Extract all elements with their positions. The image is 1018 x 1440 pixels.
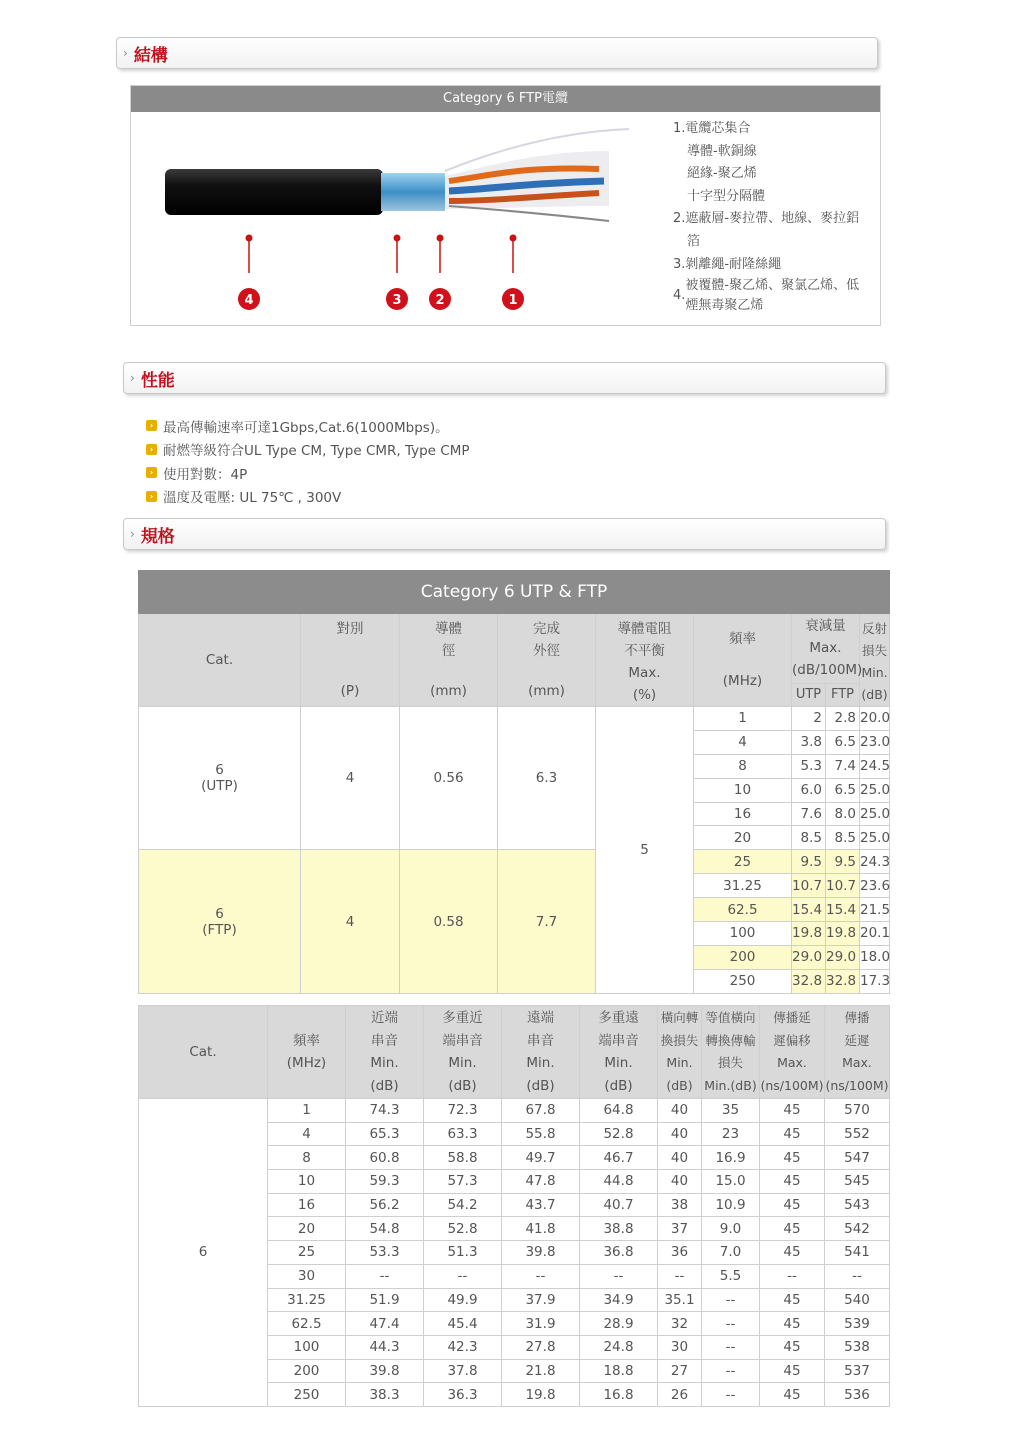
table-cell: 5.3 [792,754,826,778]
table-cell: 45 [760,1146,825,1170]
table-cell: 24.3 [860,850,890,874]
list-item: › 最高傳輸速率可達1Gbps,Cat.6(1000Mbps)。 [146,414,470,438]
table-cell: 54.2 [424,1193,502,1217]
structure-item: 絕緣-聚乙烯 [687,166,757,182]
table-cell: 39.8 [346,1359,424,1383]
table-cell: -- [760,1264,825,1288]
table-cell: 31.9 [502,1312,580,1336]
table-cell: 34.9 [580,1288,658,1312]
structure-item-number: 4. [673,287,686,303]
bullet-arrow-icon: › [146,444,157,455]
table-cell: 49.7 [502,1146,580,1170]
table-cell: 10.9 [702,1193,760,1217]
table-cell: 24.8 [580,1335,658,1359]
table-cell: 37 [658,1217,702,1241]
table-cell: 538 [825,1335,890,1359]
table-cell: 65.3 [346,1122,424,1146]
table-cell: 200 [694,945,792,969]
table-cell: 100 [694,922,792,946]
structure-item: 2.遮蔽層-麥拉帶、地線、麥拉鋁 [673,211,860,227]
table-cell: -- [346,1264,424,1288]
table-cell: 9.5 [792,850,826,874]
table-row [139,1099,890,1123]
table-cell: 7.4 [826,754,860,778]
table-cell: 45 [760,1193,825,1217]
table-cell: 37.8 [424,1359,502,1383]
table-cell: 8.5 [792,826,826,850]
structure-item: 煙無毒聚乙烯 [685,298,764,314]
table-cell: 570 [825,1099,890,1123]
table-cell: 29.0 [826,945,860,969]
table-cell: 62.5 [268,1312,346,1336]
table-cell: 21.8 [502,1359,580,1383]
table-cell: 67.8 [502,1099,580,1123]
table-cell: 23 [702,1122,760,1146]
table-cell: 8 [268,1146,346,1170]
table-cell: 45.4 [424,1312,502,1336]
table-cell: 4 [694,730,792,754]
table-cell: 40 [658,1170,702,1194]
table-cell: 45 [760,1359,825,1383]
table-header: Cat. [139,1006,268,1099]
table-cell: 7.0 [702,1241,760,1265]
structure-item: 箔 [687,233,701,249]
table-cell: 5.5 [702,1264,760,1288]
table-cell: 6.0 [792,778,826,802]
table-cell: 21.5 [860,898,890,922]
cell-pairs: 4 [301,707,400,850]
table-cell: -- [424,1264,502,1288]
performance-list [146,414,470,508]
cable-illustration [159,121,659,311]
table-cell: 8.5 [826,826,860,850]
table-cell: 16 [268,1193,346,1217]
chevron-right-icon: › [130,527,135,541]
section-header-structure [116,37,878,69]
table-cell: 40.7 [580,1193,658,1217]
table-cell: 72.3 [424,1099,502,1123]
table-cell: 42.3 [424,1335,502,1359]
header-resistance: 導體電阻 不平衡 Max. (%) [596,614,694,707]
table-cell: 537 [825,1359,890,1383]
table-cell: 17.3 [860,969,890,993]
structure-item: 被覆體-聚乙烯、聚氯乙烯、低 [685,278,860,294]
table-cell: 44.3 [346,1335,424,1359]
cell-cat-utp: 6 (UTP) [139,707,301,850]
chevron-right-icon: › [123,46,128,60]
table-cell: 45 [760,1122,825,1146]
table-header: 近端 串音 Min. (dB) [346,1006,424,1099]
bullet-arrow-icon: › [146,491,157,502]
table-cell: 60.8 [346,1146,424,1170]
table-cell: 38.8 [580,1217,658,1241]
table-cell: 542 [825,1217,890,1241]
table-cell: 45 [760,1383,825,1407]
table-cell: 536 [825,1383,890,1407]
table-cell: 35.1 [658,1288,702,1312]
table-cell: 250 [694,969,792,993]
table-cell: -- [502,1264,580,1288]
chevron-right-icon: › [130,371,135,385]
table-cell: 3.8 [792,730,826,754]
marker-2: 2 [435,293,445,308]
section-title: 性能 [140,370,175,391]
table-cell: 8 [694,754,792,778]
cell-od: 7.7 [498,850,596,993]
spec-table-cable [138,570,890,994]
header-attenuation: 衰減量 Max. (dB/100M) [792,614,860,684]
table-cell: -- [825,1264,890,1288]
table-cell: 57.3 [424,1170,502,1194]
table-cell: 25.0 [860,802,890,826]
table-header: 頻率 (MHz) [268,1006,346,1099]
marker-4: 4 [244,293,254,308]
table-cell: 10.7 [792,874,826,898]
table-cell: 64.8 [580,1099,658,1123]
table-cell: -- [702,1288,760,1312]
table-cell: 1 [694,707,792,731]
table-cell: 51.3 [424,1241,502,1265]
table-cell: 31.25 [268,1288,346,1312]
structure-item: 十字型分隔體 [687,188,766,204]
table-header: 傳播延 遲偏移 Max. (ns/100M) [760,1006,825,1099]
cell-cat: 6 [139,1099,268,1407]
header-cat: Cat. [139,614,301,707]
cell-conductor: 0.56 [400,707,498,850]
table-cell: 25 [694,850,792,874]
table-cell: 59.3 [346,1170,424,1194]
table-cell: 552 [825,1122,890,1146]
marker-1: 1 [508,293,518,308]
cell-conductor: 0.58 [400,850,498,993]
table-cell: 32.8 [826,969,860,993]
table-cell: 30 [658,1335,702,1359]
header-frequency: 頻率 (MHz) [694,614,792,707]
table-cell: 20.1 [860,922,890,946]
structure-panel [130,85,881,326]
table-cell: 1 [268,1099,346,1123]
structure-caption: Category 6 FTP電纜 [131,86,880,112]
table-cell: 54.8 [346,1217,424,1241]
table-cell: 250 [268,1383,346,1407]
table-cell: 18.8 [580,1359,658,1383]
list-item: › 耐燃等級符合UL Type CM, Type CMR, Type CMP [146,438,470,462]
table-cell: 47.4 [346,1312,424,1336]
table-cell: 545 [825,1170,890,1194]
table-cell: 56.2 [346,1193,424,1217]
table-header: 等值橫向 轉換傳輸 損失 Min.(dB) [702,1006,760,1099]
list-item: › 溫度及電壓: UL 75℃ , 300V [146,485,470,509]
table-cell: -- [580,1264,658,1288]
table-cell: 40 [658,1122,702,1146]
table-cell: 18.0 [860,945,890,969]
cell-pairs: 4 [301,850,400,993]
table-cell: 31.25 [694,874,792,898]
table-cell: 16.8 [580,1383,658,1407]
table-cell: 200 [268,1359,346,1383]
table-cell: 38.3 [346,1383,424,1407]
table-cell: 23.6 [860,874,890,898]
table-cell: 23.0 [860,730,890,754]
table-cell: 74.3 [346,1099,424,1123]
cell-resistance: 5 [596,707,694,994]
table-cell: 15.4 [826,898,860,922]
table-cell: 19.8 [502,1383,580,1407]
table-cell: 7.6 [792,802,826,826]
table-cell: 15.0 [702,1170,760,1194]
table-cell: -- [702,1359,760,1383]
table-cell: 45 [760,1312,825,1336]
table-cell: 36 [658,1241,702,1265]
table-cell: 40 [658,1146,702,1170]
table-cell: -- [702,1312,760,1336]
table-cell: -- [702,1383,760,1407]
table-cell: 46.7 [580,1146,658,1170]
table-header: 傳播 延遲 Max. (ns/100M) [825,1006,890,1099]
table-cell: 16.9 [702,1146,760,1170]
table-cell: 540 [825,1288,890,1312]
bullet-arrow-icon: › [146,420,157,431]
structure-item: 1.電纜芯集合 [673,121,751,136]
table-header: 多重遠 端串音 Min. (dB) [580,1006,658,1099]
table-cell: 52.8 [580,1122,658,1146]
table-cell: 10 [694,778,792,802]
table-cell: 45 [760,1335,825,1359]
table-cell: 20 [268,1217,346,1241]
table-cell: 45 [760,1217,825,1241]
table-cell: 32.8 [792,969,826,993]
cell-cat-ftp: 6 (FTP) [139,850,301,993]
structure-list [673,118,883,316]
table-cell: 58.8 [424,1146,502,1170]
table-cell: 25 [268,1241,346,1265]
table-cell: 100 [268,1335,346,1359]
table-cell: 28.9 [580,1312,658,1336]
table-cell: 2.8 [826,707,860,731]
cell-od: 6.3 [498,707,596,850]
table-cell: 16 [694,802,792,826]
table-cell: 30 [268,1264,346,1288]
table-cell: 45 [760,1241,825,1265]
table-cell: 47.8 [502,1170,580,1194]
table-cell: 43.7 [502,1193,580,1217]
marker-3: 3 [392,293,402,308]
table-cell: 27.8 [502,1335,580,1359]
table-cell: 9.0 [702,1217,760,1241]
table-cell: 49.9 [424,1288,502,1312]
table-cell: 45 [760,1288,825,1312]
table-cell: 53.3 [346,1241,424,1265]
list-item: › 使用對數：4P [146,461,470,485]
table-cell: 9.5 [826,850,860,874]
header-conductor: 導體 徑 (mm) [400,614,498,707]
table-cell: 62.5 [694,898,792,922]
table-cell: 26 [658,1383,702,1407]
section-title: 結構 [133,45,168,66]
structure-item: 3.剝離繩-耐隆絲繩 [673,256,782,272]
table-cell: 55.8 [502,1122,580,1146]
table-cell: 15.4 [792,898,826,922]
table-cell: 39.8 [502,1241,580,1265]
table-cell: 10 [268,1170,346,1194]
section-header-spec [123,518,886,550]
table-cell: 63.3 [424,1122,502,1146]
table-cell: 40 [658,1099,702,1123]
table-header: 多重近 端串音 Min. (dB) [424,1006,502,1099]
table-cell: 51.9 [346,1288,424,1312]
header-utp: UTP [792,683,826,706]
table-cell: 29.0 [792,945,826,969]
table-cell: 6.5 [826,778,860,802]
table-cell: 10.7 [826,874,860,898]
structure-item: 導體-軟銅線 [687,143,757,159]
table-cell: 543 [825,1193,890,1217]
table-cell: 8.0 [826,802,860,826]
section-header-performance [123,362,886,394]
table-cell: 52.8 [424,1217,502,1241]
spec-table-electrical [138,1005,890,1407]
table-cell: 541 [825,1241,890,1265]
table-cell: 25.0 [860,826,890,850]
table-cell: 35 [702,1099,760,1123]
table-cell: 2 [792,707,826,731]
table-cell: 45 [760,1099,825,1123]
table-cell: 41.8 [502,1217,580,1241]
table-cell: 45 [760,1170,825,1194]
header-return-loss: 反射 損失 Min. (dB) [860,614,890,707]
table-cell: 36.8 [580,1241,658,1265]
table-cell: 27 [658,1359,702,1383]
table-header: 橫向轉 換損失 Min. (dB) [658,1006,702,1099]
table-cell: -- [702,1335,760,1359]
table-header: 遠端 串音 Min. (dB) [502,1006,580,1099]
table-cell: 6.5 [826,730,860,754]
table-cell: 44.8 [580,1170,658,1194]
table-caption: Category 6 UTP & FTP [139,571,890,614]
header-ftp: FTP [826,683,860,706]
table-cell: 19.8 [826,922,860,946]
table-cell: 539 [825,1312,890,1336]
header-od: 完成 外徑 (mm) [498,614,596,707]
table-cell: 38 [658,1193,702,1217]
table-cell: 20.0 [860,707,890,731]
bullet-arrow-icon: › [146,467,157,478]
table-cell: 4 [268,1122,346,1146]
table-cell: 37.9 [502,1288,580,1312]
header-pairs: 對別 (P) [301,614,400,707]
section-title: 規格 [140,526,175,547]
table-cell: 36.3 [424,1383,502,1407]
table-cell: 547 [825,1146,890,1170]
table-cell: -- [658,1264,702,1288]
table-cell: 20 [694,826,792,850]
table-cell: 24.5 [860,754,890,778]
table-cell: 25.0 [860,778,890,802]
table-cell: 19.8 [792,922,826,946]
table-cell: 32 [658,1312,702,1336]
